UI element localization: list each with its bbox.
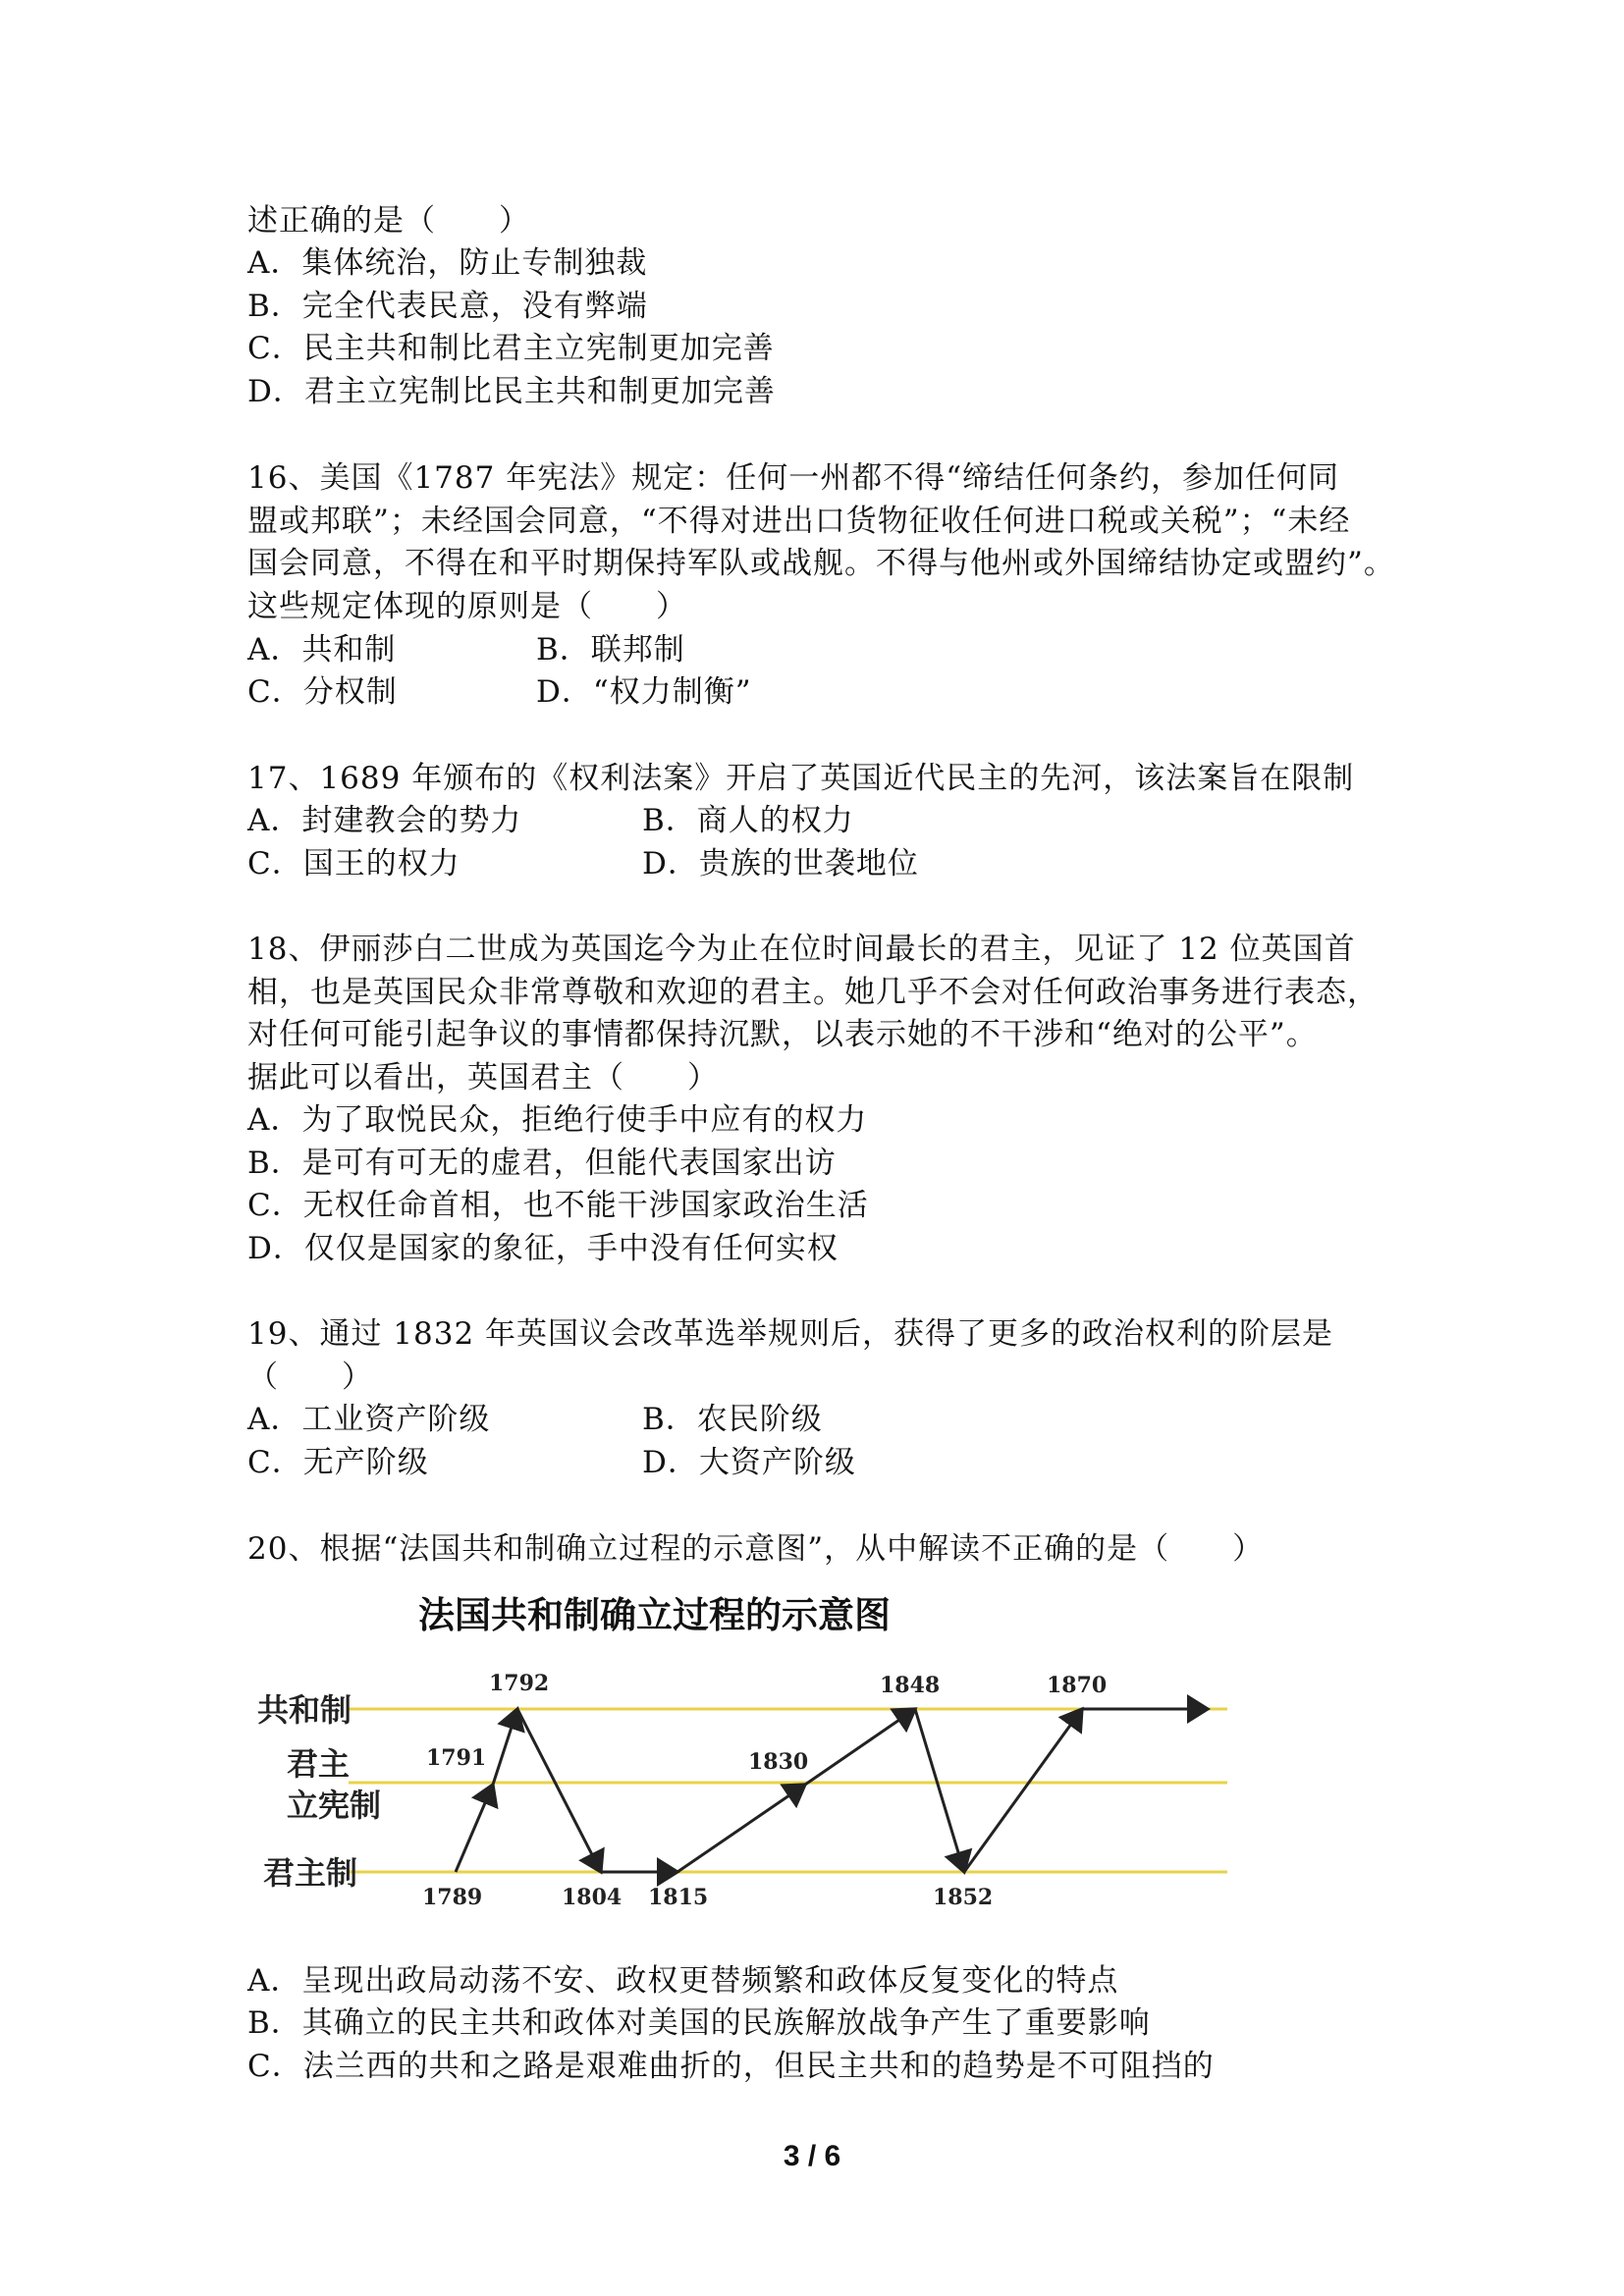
level-label-constitutional-2: 立宪制 xyxy=(287,1787,382,1824)
q15-option-b: B．完全代表民意，没有弊端 xyxy=(247,289,648,324)
q18-option-b: B．是可有可无的虚君，但能代表国家出访 xyxy=(247,1146,837,1181)
level-label-constitutional-1: 君主 xyxy=(287,1745,351,1783)
year-1870: 1870 xyxy=(1047,1673,1108,1698)
q15-option-a: A．集体统治，防止专制独裁 xyxy=(247,245,648,281)
q18-stem-4: 据此可以看出，英国君主（ ） xyxy=(247,1060,719,1095)
path-1830-1848 xyxy=(805,1709,915,1785)
q16-stem-3: 国会同意，不得在和平时期保持军队或战舰。不得与他州或外国缔结协定或盟约”。 xyxy=(247,546,1395,581)
q17-option-b: B．商人的权力 xyxy=(642,803,854,838)
q16-option-b: B．联邦制 xyxy=(536,632,685,667)
q16-stem-1: 16、美国《1787 年宪法》规定：任何一州都不得“缔结任何条约，参加任何同 xyxy=(247,460,1340,496)
q16-stem-2: 盟或邦联”；未经国会同意，“不得对进出口货物征收任何进口税或关税”；“未经 xyxy=(247,504,1351,539)
q19-option-c: C．无产阶级 xyxy=(247,1445,429,1480)
path-1848-1852 xyxy=(915,1709,964,1872)
q16-option-a: A．共和制 xyxy=(247,632,397,667)
year-1791: 1791 xyxy=(426,1745,487,1771)
q20-stem: 20、根据“法国共和制确立过程的示意图”，从中解读不正确的是（ ） xyxy=(247,1531,1265,1567)
year-1830: 1830 xyxy=(748,1749,809,1775)
q19-option-d: D．大资产阶级 xyxy=(642,1445,856,1480)
q15-option-d: D．君主立宪制比民主共和制更加完善 xyxy=(247,374,776,409)
path-1852-1870 xyxy=(964,1709,1082,1872)
q20-option-c: C．法兰西的共和之路是艰难曲折的，但民主共和的趋势是不可阻挡的 xyxy=(247,2049,1215,2084)
page-number: 3 / 6 xyxy=(783,2140,841,2172)
q18-stem-1: 18、伊丽莎白二世成为英国迄今为止在位时间最长的君主，见证了 12 位英国首 xyxy=(247,932,1356,967)
q18-stem-2: 相，也是英国民众非常尊敬和欢迎的君主。她几乎不会对任何政治事务进行表态， xyxy=(247,975,1379,1010)
q20-option-a: A．呈现出政局动荡不安、政权更替频繁和政体反复变化的特点 xyxy=(247,1963,1119,1999)
q15-option-c: C．民主共和制比君主立宪制更加完善 xyxy=(247,331,775,366)
q18-option-c: C．无权任命首相，也不能干涉国家政治生活 xyxy=(247,1188,869,1223)
q16-stem-4: 这些规定体现的原则是（ ） xyxy=(247,589,687,624)
q18-stem-3: 对任何可能引起争议的事情都保持沉默，以表示她的不干涉和“绝对的公平”。 xyxy=(247,1017,1318,1052)
year-1848: 1848 xyxy=(880,1673,941,1698)
q18-option-d: D．仅仅是国家的象征，手中没有任何实权 xyxy=(247,1231,839,1266)
year-1789: 1789 xyxy=(422,1885,483,1910)
path-1792-1804 xyxy=(517,1709,601,1872)
q20-option-b: B．其确立的民主共和政体对美国的民族解放战争产生了重要影响 xyxy=(247,2005,1151,2041)
level-label-republic: 共和制 xyxy=(257,1691,352,1729)
q17-option-c: C．国王的权力 xyxy=(247,846,460,881)
q16-option-c: C．分权制 xyxy=(247,674,398,710)
year-1792: 1792 xyxy=(489,1671,550,1696)
france-republic-diagram xyxy=(236,1571,1257,1924)
q19-stem-2: （ ） xyxy=(247,1360,373,1395)
year-1804: 1804 xyxy=(562,1885,623,1910)
q17-stem: 17、1689 年颁布的《权利法案》开启了英国近代民主的先河，该法案旨在限制 xyxy=(247,761,1355,796)
diagram-title: 法国共和制确立过程的示意图 xyxy=(418,1594,891,1636)
path-1789-1791 xyxy=(456,1785,493,1872)
q19-stem-1: 19、通过 1832 年英国议会改革选举规则后，获得了更多的政治权利的阶层是 xyxy=(247,1316,1334,1352)
path-1791-1792 xyxy=(493,1709,517,1785)
q19-option-b: B．农民阶级 xyxy=(642,1402,823,1437)
q15-stem-tail: 述正确的是（ ） xyxy=(247,203,530,239)
level-label-monarchy: 君主制 xyxy=(263,1854,358,1892)
q18-option-a: A．为了取悦民众，拒绝行使手中应有的权力 xyxy=(247,1102,868,1138)
q16-option-d: D．“权力制衡” xyxy=(536,674,752,710)
q19-option-a: A．工业资产阶级 xyxy=(247,1402,491,1437)
year-1852: 1852 xyxy=(933,1885,994,1910)
year-1815: 1815 xyxy=(648,1885,709,1910)
q17-option-d: D．贵族的世袭地位 xyxy=(642,846,919,881)
path-1815-1830 xyxy=(677,1785,805,1872)
q17-option-a: A．封建教会的势力 xyxy=(247,803,522,838)
